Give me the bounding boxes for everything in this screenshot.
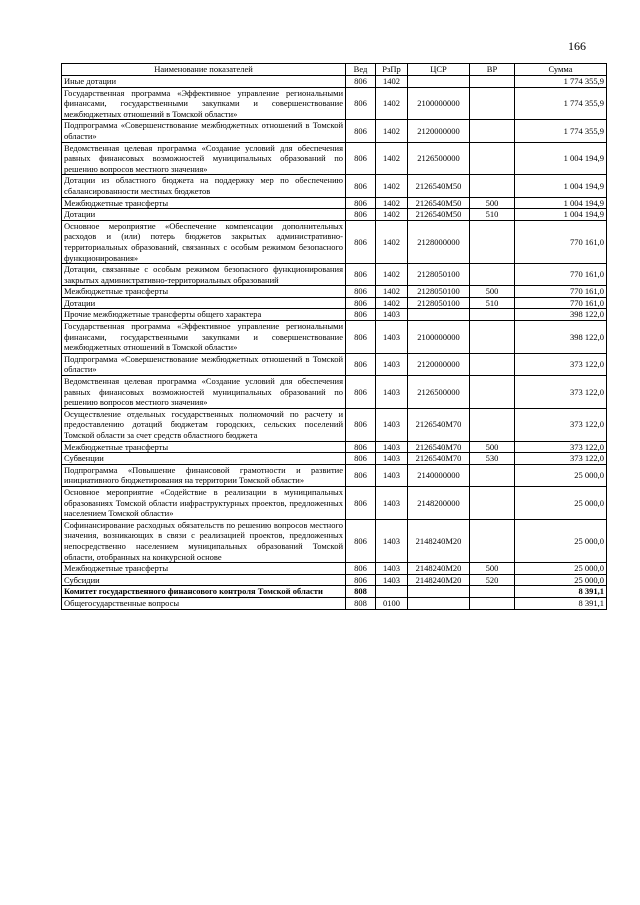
cell-name: Субсидии: [62, 574, 346, 586]
table-row: [62, 120, 607, 142]
cell-sum: 1 004 194,9: [515, 175, 607, 197]
cell-ved: 806: [346, 220, 376, 263]
cell-rzpr: 1402: [376, 209, 408, 221]
table-row: [62, 220, 607, 263]
cell-name: Ведомственная целевая программа «Создание условий для обеспечения равных финансовых возможностей муниципальных образований по решению вопросов местного значения»: [62, 376, 346, 409]
cell-name: Межбюджетные трансферты: [62, 441, 346, 453]
cell-csr: 2120000000: [408, 353, 470, 375]
cell-vr: [470, 142, 515, 175]
cell-rzpr: 1403: [376, 453, 408, 465]
cell-vr: 500: [470, 563, 515, 575]
cell-sum: 25 000,0: [515, 574, 607, 586]
cell-sum: 8 391,1: [515, 597, 607, 609]
cell-ved: 806: [346, 309, 376, 321]
cell-name: Общегосударственные вопросы: [62, 597, 346, 609]
cell-csr: 2148240M20: [408, 574, 470, 586]
cell-rzpr: 1403: [376, 486, 408, 519]
budget-table: [61, 63, 607, 610]
cell-rzpr: 1403: [376, 408, 408, 441]
cell-sum: 770 161,0: [515, 220, 607, 263]
header-rzpr: РзПр: [376, 64, 408, 76]
cell-vr: [470, 264, 515, 286]
cell-sum: 1 004 194,9: [515, 197, 607, 209]
table-row: [62, 586, 607, 598]
header-vr: ВР: [470, 64, 515, 76]
cell-name: Межбюджетные трансферты: [62, 563, 346, 575]
cell-rzpr: 1402: [376, 120, 408, 142]
cell-name: Дотации из областного бюджета на поддержку мер по обеспечению сбалансированности местных бюджетов: [62, 175, 346, 197]
cell-sum: 373 122,0: [515, 441, 607, 453]
cell-ved: 808: [346, 586, 376, 598]
cell-vr: [470, 408, 515, 441]
cell-ved: 806: [346, 486, 376, 519]
cell-rzpr: 1403: [376, 519, 408, 562]
table-row: [62, 353, 607, 375]
cell-csr: 2128050100: [408, 297, 470, 309]
table-row: [62, 76, 607, 88]
cell-sum: 25 000,0: [515, 486, 607, 519]
cell-ved: 806: [346, 441, 376, 453]
table-row: [62, 453, 607, 465]
cell-name: Осуществление отдельных государственных полномочий по расчету и предоставлению дотаций бюджетам городских, сельских поселений Томской области за счет средств областного бюджета: [62, 408, 346, 441]
cell-name: Иные дотации: [62, 76, 346, 88]
cell-sum: 373 122,0: [515, 376, 607, 409]
table-row: [62, 197, 607, 209]
cell-ved: 806: [346, 563, 376, 575]
table-row: [62, 321, 607, 354]
cell-sum: 1 774 355,9: [515, 76, 607, 88]
cell-name: Софинансирование расходных обязательств по решению вопросов местного значения, возникающих в связи с реализацией проектов, предложенных непосредственно населением муниципальных образований Томской области, отобранных на конкурсной основе: [62, 519, 346, 562]
cell-ved: 806: [346, 321, 376, 354]
table-row: [62, 574, 607, 586]
cell-rzpr: 1402: [376, 220, 408, 263]
table-row: [62, 486, 607, 519]
cell-sum: 1 774 355,9: [515, 120, 607, 142]
cell-sum: 8 391,1: [515, 586, 607, 598]
cell-csr: 2126540M50: [408, 175, 470, 197]
cell-rzpr: 1403: [376, 321, 408, 354]
cell-sum: 770 161,0: [515, 286, 607, 298]
cell-vr: [470, 175, 515, 197]
cell-sum: 25 000,0: [515, 563, 607, 575]
cell-ved: 806: [346, 574, 376, 586]
cell-sum: 398 122,0: [515, 309, 607, 321]
cell-name: Государственная программа «Эффективное управление региональными финансами, государственными закупками и совершенствование межбюджетных отношений в Томской области»: [62, 321, 346, 354]
cell-csr: 2120000000: [408, 120, 470, 142]
cell-rzpr: 1402: [376, 87, 408, 120]
cell-ved: 806: [346, 197, 376, 209]
header-sum: Сумма: [515, 64, 607, 76]
cell-rzpr: 0100: [376, 597, 408, 609]
cell-ved: 806: [346, 76, 376, 88]
cell-vr: [470, 586, 515, 598]
cell-csr: 2148200000: [408, 486, 470, 519]
cell-vr: [470, 220, 515, 263]
cell-csr: 2126540M50: [408, 197, 470, 209]
cell-rzpr: 1402: [376, 264, 408, 286]
cell-ved: 808: [346, 597, 376, 609]
cell-ved: 806: [346, 453, 376, 465]
table-row: [62, 209, 607, 221]
table-row: [62, 563, 607, 575]
cell-csr: 2100000000: [408, 87, 470, 120]
cell-name: Комитет государственного финансового контроля Томской области: [62, 586, 346, 598]
table-row: [62, 286, 607, 298]
cell-name: Прочие межбюджетные трансферты общего характера: [62, 309, 346, 321]
cell-csr: 2140000000: [408, 464, 470, 486]
cell-vr: 510: [470, 297, 515, 309]
table-row: [62, 597, 607, 609]
cell-name: Основное мероприятие «Содействие в реализации в муниципальных образованиях Томской области инфраструктурных проектов, предложенных населением Томской области»: [62, 486, 346, 519]
table-row: [62, 142, 607, 175]
cell-vr: [470, 464, 515, 486]
cell-sum: 770 161,0: [515, 297, 607, 309]
cell-name: Межбюджетные трансферты: [62, 197, 346, 209]
cell-ved: 806: [346, 264, 376, 286]
cell-vr: [470, 309, 515, 321]
cell-vr: 500: [470, 197, 515, 209]
cell-vr: [470, 376, 515, 409]
cell-sum: 373 122,0: [515, 453, 607, 465]
cell-ved: 806: [346, 297, 376, 309]
cell-rzpr: 1402: [376, 142, 408, 175]
cell-name: Подпрограмма «Совершенствование межбюджетных отношений в Томской области»: [62, 353, 346, 375]
header-csr: ЦСР: [408, 64, 470, 76]
table-row: [62, 441, 607, 453]
cell-ved: 806: [346, 286, 376, 298]
cell-sum: 398 122,0: [515, 321, 607, 354]
cell-rzpr: 1402: [376, 286, 408, 298]
table-row: [62, 519, 607, 562]
cell-ved: 806: [346, 142, 376, 175]
cell-rzpr: 1402: [376, 197, 408, 209]
cell-csr: 2126540M70: [408, 408, 470, 441]
cell-rzpr: 1403: [376, 353, 408, 375]
cell-ved: 806: [346, 376, 376, 409]
table-row: [62, 464, 607, 486]
cell-sum: 1 004 194,9: [515, 209, 607, 221]
cell-csr: [408, 597, 470, 609]
cell-csr: 2126500000: [408, 376, 470, 409]
table-row: [62, 264, 607, 286]
cell-ved: 806: [346, 87, 376, 120]
cell-csr: [408, 309, 470, 321]
cell-csr: 2126540M50: [408, 209, 470, 221]
cell-name: Подпрограмма «Совершенствование межбюджетных отношений в Томской области»: [62, 120, 346, 142]
cell-sum: 25 000,0: [515, 519, 607, 562]
cell-csr: 2148240M20: [408, 563, 470, 575]
cell-vr: [470, 120, 515, 142]
cell-sum: 770 161,0: [515, 264, 607, 286]
cell-name: Межбюджетные трансферты: [62, 286, 346, 298]
cell-csr: 2128050100: [408, 264, 470, 286]
table-row: [62, 376, 607, 409]
cell-rzpr: 1403: [376, 464, 408, 486]
cell-name: Подпрограмма «Повышение финансовой грамотности и развитие инициативного бюджетирования на территории Томской области»: [62, 464, 346, 486]
cell-vr: [470, 597, 515, 609]
cell-vr: [470, 76, 515, 88]
cell-name: Дотации, связанные с особым режимом безопасного функционирования закрытых административно-территориальных образований: [62, 264, 346, 286]
cell-sum: 373 122,0: [515, 408, 607, 441]
cell-vr: [470, 321, 515, 354]
cell-ved: 806: [346, 175, 376, 197]
cell-rzpr: 1403: [376, 574, 408, 586]
cell-name: Дотации: [62, 209, 346, 221]
cell-rzpr: 1403: [376, 309, 408, 321]
cell-csr: 2126500000: [408, 142, 470, 175]
table-row: [62, 87, 607, 120]
cell-csr: 2126540M70: [408, 453, 470, 465]
cell-vr: 530: [470, 453, 515, 465]
cell-name: Субвенции: [62, 453, 346, 465]
cell-csr: [408, 76, 470, 88]
cell-csr: 2128050100: [408, 286, 470, 298]
cell-rzpr: 1402: [376, 76, 408, 88]
cell-name: Дотации: [62, 297, 346, 309]
cell-ved: 806: [346, 519, 376, 562]
cell-vr: 500: [470, 441, 515, 453]
page-number: 166: [568, 39, 586, 53]
cell-rzpr: 1403: [376, 376, 408, 409]
header-ved: Вед: [346, 64, 376, 76]
cell-sum: 25 000,0: [515, 464, 607, 486]
cell-ved: 806: [346, 120, 376, 142]
cell-name: Государственная программа «Эффективное управление региональными финансами, государственными закупками и совершенствование межбюджетных отношений в Томской области»: [62, 87, 346, 120]
cell-csr: 2148240M20: [408, 519, 470, 562]
header-name: Наименование показателей: [62, 64, 346, 76]
cell-name: Ведомственная целевая программа «Создание условий для обеспечения равных финансовых возможностей муниципальных образований по решению вопросов местного значения»: [62, 142, 346, 175]
cell-csr: 2128000000: [408, 220, 470, 263]
cell-vr: [470, 353, 515, 375]
cell-vr: [470, 486, 515, 519]
table-row: [62, 309, 607, 321]
cell-vr: 520: [470, 574, 515, 586]
cell-vr: 510: [470, 209, 515, 221]
table-header-row: [62, 64, 607, 76]
cell-csr: [408, 586, 470, 598]
cell-ved: 806: [346, 209, 376, 221]
table-row: [62, 408, 607, 441]
table-row: [62, 297, 607, 309]
cell-ved: 806: [346, 464, 376, 486]
cell-name: Основное мероприятие «Обеспечение компенсации дополнительных расходов и (или) потерь бюджетов закрытых административно-территориальных образований, связанных с особым режимом безопасного функционирования»: [62, 220, 346, 263]
cell-vr: 500: [470, 286, 515, 298]
cell-ved: 806: [346, 408, 376, 441]
cell-rzpr: [376, 586, 408, 598]
cell-csr: 2100000000: [408, 321, 470, 354]
cell-rzpr: 1402: [376, 175, 408, 197]
cell-vr: [470, 519, 515, 562]
cell-vr: [470, 87, 515, 120]
cell-rzpr: 1402: [376, 297, 408, 309]
table-row: [62, 175, 607, 197]
cell-sum: 373 122,0: [515, 353, 607, 375]
cell-ved: 806: [346, 353, 376, 375]
cell-sum: 1 774 355,9: [515, 87, 607, 120]
cell-csr: 2126540M70: [408, 441, 470, 453]
cell-sum: 1 004 194,9: [515, 142, 607, 175]
cell-rzpr: 1403: [376, 563, 408, 575]
cell-rzpr: 1403: [376, 441, 408, 453]
